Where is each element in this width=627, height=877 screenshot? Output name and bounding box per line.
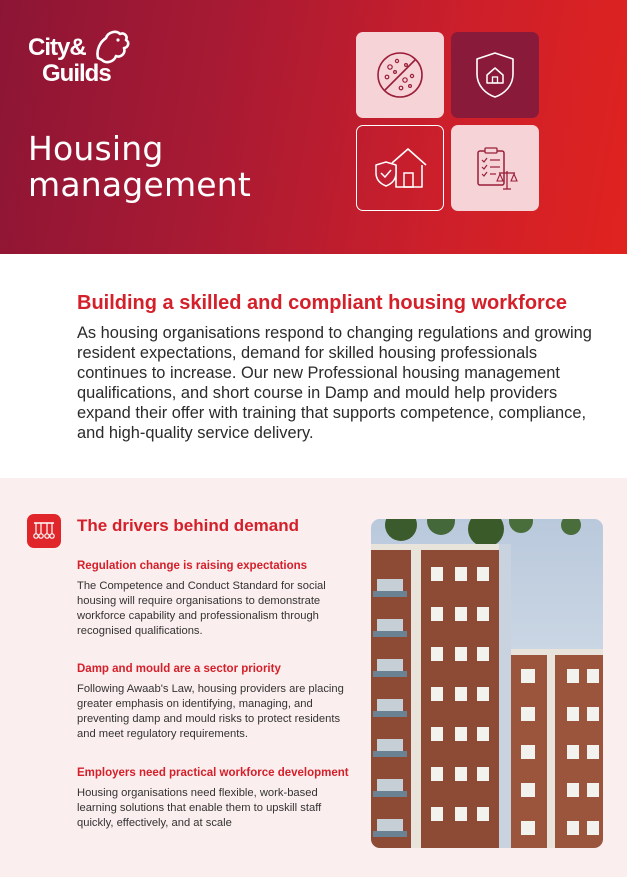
intro-body: As housing organisations respond to changing regulations and growing resident expectations, demand for skilled housing professionals continues to increase. Our new Professional housing management qualifications, and short course in Damp and mould help providers expand their offer with training that supports competence, compliance, and high-quality service delivery. [77,324,592,442]
tile-checklist-scales [451,125,539,211]
driver-item [77,558,352,639]
lion-icon [90,28,132,68]
driver-item-body: The Competence and Conduct Standard for social housing will require organisations to demonstrate workforce capability and professionalism through recognised qualifications. [77,580,326,637]
hero-banner [0,0,627,254]
tower-block-illustration [371,519,603,848]
page-title-line-1: Housing [28,129,164,168]
driver-item-body: Following Awaab's Law, housing providers are placing greater emphasis on identifying, managing, and preventing damp and mould risks to protect residents and meet regulatory requirements. [77,683,344,740]
driver-item-body: Housing organisations need flexible, work-based learning solutions that enable them to upskill staff quickly, effectively, and at scale [77,787,322,829]
drivers-icon-badge [27,514,61,548]
page-title-line-2: management [28,165,252,204]
logo-line-2: Guilds [42,60,111,87]
driver-item [77,661,352,742]
intro-section [0,254,627,478]
tile-house-shield [451,32,539,118]
driver-item-title: Damp and mould are a sector priority [77,663,281,675]
driver-item-title: Regulation change is raising expectations [77,560,308,572]
house-shield-icon [473,50,517,100]
checklist-scales-icon [470,143,520,193]
shield-house-icon [372,143,428,193]
drivers-section [0,478,627,877]
tile-no-mould [356,32,444,118]
housing-tower-photo [371,519,603,848]
drivers-heading: The drivers behind demand [77,516,299,535]
driver-item-title: Employers need practical workforce development [77,767,349,779]
intro-heading: Building a skilled and compliant housing workforce [77,292,568,314]
newtons-cradle-icon [32,520,56,542]
tile-shield-house [356,125,444,211]
page-title [28,131,328,203]
no-mould-icon [375,50,425,100]
logo-line-1: City& [28,34,86,61]
city-and-guilds-logo [28,32,133,94]
driver-item [77,765,352,831]
